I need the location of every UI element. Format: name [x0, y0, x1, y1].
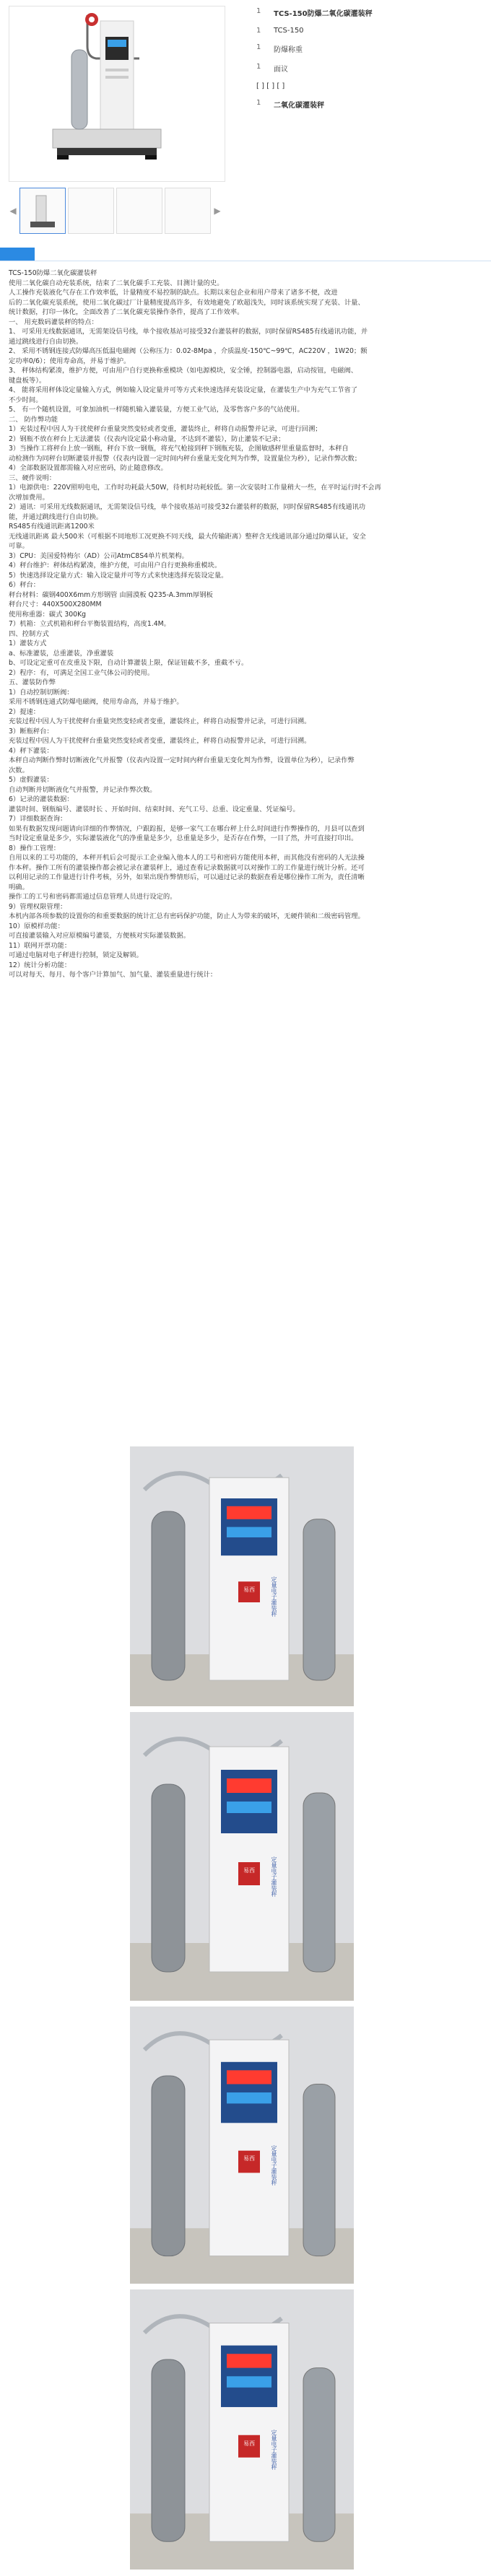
placeholder-text: [ ] [ ] [ ] [256, 82, 285, 90]
product-title: TCS-150防爆二氧化碳灌装秤 [274, 10, 373, 18]
description-line: 键盘板等）。 [9, 376, 46, 385]
photo-brand-label: 易西 [243, 2155, 255, 2162]
description-line: 明确。 [9, 883, 29, 891]
description-line: 1、 可采用无线数据通讯，无需架设信号线，单个接收基站可接受32台灌装秤的数据，同时保留RS485有线通讯功能，并 [9, 328, 368, 336]
description-line: 3）CPU：美国爱特梅尔（AD）公司AtmC8S4单片机架构。 [9, 551, 188, 560]
description-line: 秤台材料：碳钢400X6mm方形钢管 由圆漠板 Q235-A.3mm厚钢板 [9, 590, 213, 599]
description-line: 4）秤下灌装： [9, 746, 53, 755]
description-line: 7）机箱：立式机箱和秤台平衡装置结构，高度1.4M。 [9, 620, 170, 628]
product-description [0, 268, 491, 980]
product-photo[interactable] [130, 2289, 354, 2570]
name-row [256, 99, 480, 110]
price-row [256, 63, 480, 74]
description-line: 可直接灌装输入对应原模编号灌装，方便核对实际灌装数据。 [9, 932, 191, 940]
scale-platform [53, 129, 161, 148]
description-line: 可靠。 [9, 542, 29, 550]
detail-tab-bar [0, 248, 491, 261]
description-line: 充装过程中因人为干扰使秤台重量突然变轻或者变重，灌装终止，秤将自动报警并记录，可进行回溯。 [9, 717, 311, 725]
description-line: 如果有数据发现问题请向详细的作弊情况，户跟踪报，是够一家气工在哪台秤上什么时间进行作弊操作的，月县可以查到 [9, 824, 365, 833]
model-row [256, 27, 480, 35]
product-header [0, 0, 491, 245]
thumbnail-image [20, 188, 65, 233]
photo-brand-label: 易西 [243, 1586, 255, 1593]
photo-scene [130, 1446, 354, 1706]
description-line: 5、 有一个随机设置，可象加油机一样随机输入灌装量，方便工业气站，及零售客户多的气站使用。 [9, 406, 304, 414]
product-gallery [9, 6, 225, 234]
placeholder-row [256, 82, 480, 90]
description-line: 可通过电脑对电子秤进行控制，锁定及解锁。 [9, 951, 143, 959]
description-line: 作本秤。操作工所有的灌装操作都会被记录在灌装秤上，通过查看记录数据就可以对操作工的工作量进行统计分析。还可 [9, 863, 365, 872]
description-line: 1）自动控制切断阀： [9, 688, 74, 697]
description-line: 10）原模样功能： [9, 922, 64, 930]
right-arrow-icon[interactable]: ▶ [214, 206, 221, 216]
description-line: 人工操作充装液化气存在工作效率低，计量精度不易控制的缺点。长期以来包企业和用户带来了诸多不便，改进 [9, 289, 338, 297]
description-line: 不少时间。 [9, 396, 43, 404]
description-line: 3）断瓶秤台： [9, 727, 53, 735]
photo-sign-text: 定量电子灌装秤 [271, 2145, 277, 2186]
description-line: 1）电源供电：220V照明电电，工作时功耗最大50W，待机时功耗较低。第一次安装时工作量稍大一些，在平时运行时不会再 [9, 484, 381, 492]
description-line: 7）详细数据查询： [9, 815, 67, 823]
description-line: 12）统计分析功能： [9, 961, 71, 969]
description-line: 1）灌装方式 [9, 639, 47, 647]
thumbnail-4[interactable] [165, 188, 211, 234]
description-line: 5）快速选择设定量方式：输入设定量并可等方式来快速选择充装设定量。 [9, 571, 228, 580]
thumbnail-2[interactable] [68, 188, 114, 234]
description-line: 二、 防作弊功能 [9, 415, 58, 424]
description-line: 能，并通过跳线进行自由切换。 [9, 512, 103, 521]
product-name: 二氧化碳灌装秤 [274, 102, 324, 110]
description-heading: TCS-150防爆二氧化碳灌装秤 [9, 269, 97, 277]
description-line: 本机内部各项参数的设置你的和重要数据的统计汇总有密码保护功能，防止人为带来的破坏，无硬件锁和二级密码管理。 [9, 912, 365, 920]
description-line: 可以对每天、每月、每个客户计算加气、加气量、灌装重量进行统计： [9, 971, 217, 979]
main-product-image[interactable] [9, 6, 225, 182]
description-line: 1）充装过程中因人为干扰使秤台重量突然变轻或者变重，灌装终止，秤将自动报警并记录，可进行回溯； [9, 425, 322, 433]
description-line: 2）提速： [9, 707, 40, 716]
photo-sign-text: 定量电子灌装秤 [271, 2429, 277, 2470]
description-line: 2）程序：有，可满足全国工业气体公司的使用。 [9, 668, 155, 677]
description-line: 使用称重器：碳式 300Kg [9, 610, 87, 619]
thumbnail-strip [9, 188, 225, 234]
description-line: 11）联网开票功能： [9, 941, 71, 950]
description-line: 以利用记录的工作量进行计件考核，另外，如果出现作弊情形后，可以通过记录的数据查看是哪位操作工所为，责任清晰 [9, 873, 365, 881]
description-line: 自动判断并切断液化气并报警，并记录作弊次数。 [9, 785, 157, 794]
photo-brand-label: 易西 [243, 1867, 255, 1874]
description-line: 四、控制方式 [9, 629, 49, 638]
description-line: 8）操作工管理： [9, 844, 60, 852]
description-line: 2、 采用不锈钢连接式防爆高压低温电磁阀（公称压力：0.02-8Mpa ，介质温度-150℃~99℃，AC220V ，1W20；额 [9, 347, 368, 355]
scale-illustration [9, 6, 225, 181]
product-photo[interactable] [130, 1446, 354, 1706]
description-line: 次增加费用。 [9, 493, 49, 502]
product-photo[interactable] [130, 1712, 354, 2001]
title-label: 1 [256, 7, 261, 15]
product-info [256, 6, 480, 118]
description-line: 3、 秤体结构紧凑，维护方便，可由用户自行更换称重模块（如电源模块，安全锤，控制器电器，启动按钮，电磁阀、 [9, 367, 358, 375]
description-line: 动检测作为同秤台切断灌装并报警（仪表内设置一定时间内秤台重量无变化判为作弊，设置量位为秒），记录作弊次数； [9, 454, 362, 463]
category-value[interactable]: 防爆称重 [274, 46, 303, 54]
description-line: 一、 用充数码灌装秤的特点： [9, 318, 98, 326]
description-line: 后的二氧化碳充装系统，使用二氧化碳过厂计量精度提高许多，有效地避免了欧超浅失，同时该系统实现了充装、计量、 [9, 298, 365, 307]
product-title-row [256, 7, 480, 18]
description-line: 4）秤台维护：秤体结构紧凑，维护方便，可由用户自行更换称重模块。 [9, 562, 222, 569]
description-line: 灌装时间、钢瓶编号、灌装时长 、开始时间、结束时间、充气工号、总重、设定重量、凭证编号。 [9, 805, 300, 813]
category-row [256, 43, 480, 54]
description-line: 次数。 [9, 766, 29, 774]
description-line: 4）全部数据设置都需输入对应密码，防止随意修改。 [9, 464, 168, 472]
description-line: 三、硬件说明： [9, 473, 56, 482]
description-line: 采用不锈钢连通式防爆电磁阀，使用寿命高，并易于维护。 [9, 698, 183, 706]
description-line: 3）当操作工将秤台上放一钢瓶，秤台下放一钢瓶，将充气枪接到秤下钢瓶充装，企图敏感秤里重量监督时，本秤自 [9, 445, 349, 453]
photo-brand-label: 易西 [243, 2440, 255, 2447]
tab-details[interactable] [0, 248, 35, 261]
photo-sign-text: 定量电子灌装秤 [271, 1576, 277, 1617]
description-line: 当时设定重量是多少，实际灌装液化气的净重量是多少，总重量是多少，是否存在作弊，一目了然，并可直接打印出。 [9, 834, 358, 842]
description-line: 充装过程中因人为干扰使秤台重量突然变轻或者变重，灌装终止，秤将自动报警并记录，可进行回溯。 [9, 737, 311, 745]
description-line: 9）管理权限管理： [9, 902, 67, 911]
description-line: 5）虚假灌装： [9, 776, 53, 784]
photo-scene [130, 2007, 354, 2284]
product-photo[interactable] [130, 2007, 354, 2284]
description-line: 秤台尺寸：440X500X280MM [9, 601, 102, 608]
description-line: RS485有线通讯距离1200米 [9, 523, 95, 531]
thumbnail-1[interactable] [19, 188, 66, 234]
description-line: 通过跳线进行自由切换。 [9, 337, 83, 346]
description-line: 2）通讯：可采用无线数据通讯，无需架设信号线，单个接收基站可接受32台灌装秤的数据，同时保留RS485有线通讯功 [9, 503, 366, 511]
description-line: 五、灌装防作弊 [9, 678, 56, 686]
photo-scene [130, 1712, 354, 2001]
description-line: 6）记录的灌装数据： [9, 795, 74, 803]
photo-scene [130, 2289, 354, 2570]
description-line: 自用以来的工号功能的，本秤开机后会可提示工企业编入他本人的工号和密码方能使用本秤，而其他没有密码的人无法操 [9, 854, 365, 862]
model-label: 1 [256, 27, 261, 35]
thumbnail-3[interactable] [116, 188, 162, 234]
price-label: 1 [256, 63, 261, 71]
description-line: 使用二氧化碳自动充装系统，结束了二氧化碳手工充装、目测计量的史。 [9, 279, 224, 287]
model-value: TCS-150 [274, 27, 304, 35]
name-label: 1 [256, 99, 261, 107]
description-line: 定功率0/6）；使用寿命高，并易于维护。 [9, 357, 131, 365]
price-value: 面议 [274, 66, 288, 74]
description-line: 统计数据，打印一体化，全面改善了二氧化碳充装操作条件，提高了工作效率。 [9, 308, 244, 316]
category-label: 1 [256, 43, 261, 51]
photo-sign-text: 定量电子灌装秤 [271, 1856, 277, 1897]
description-line: 6）秤台： [9, 581, 40, 589]
description-line: 4、 能将采用秤体设定量输入方式，例如输入设定量并可等方式来快速选择充装设定量，在灌装生产中为充气工节省了 [9, 386, 358, 394]
description-line: 无线通讯距离 最大500米（可根据不同地形工况更换不同天线，最大传输距离）整秤含无线通讯部分通过防爆认证，安全 [9, 532, 366, 541]
description-line: b、可设定定重可在皮重及下限，自动计算灌装上限，保证钮截不多，重截不亏。 [9, 659, 248, 667]
description-line: 本秤自动判断作弊时切断液化气并报警（仪表内设置一定时间内秤台重量无变化判为作弊，设置单位为秒），记录作弊 [9, 756, 355, 764]
description-line: 操作工的工号和密码都需通过信息管理人员进行设定的。 [9, 893, 177, 901]
description-line: a、标准灌装，总重灌装，净重灌装 [9, 649, 114, 658]
left-arrow-icon[interactable]: ◀ [9, 206, 17, 216]
description-line: 2）钢瓶不放在秤台上无法灌装（仪表内设定最小称动量，不达到不灌装），防止灌装不记录； [9, 435, 285, 443]
